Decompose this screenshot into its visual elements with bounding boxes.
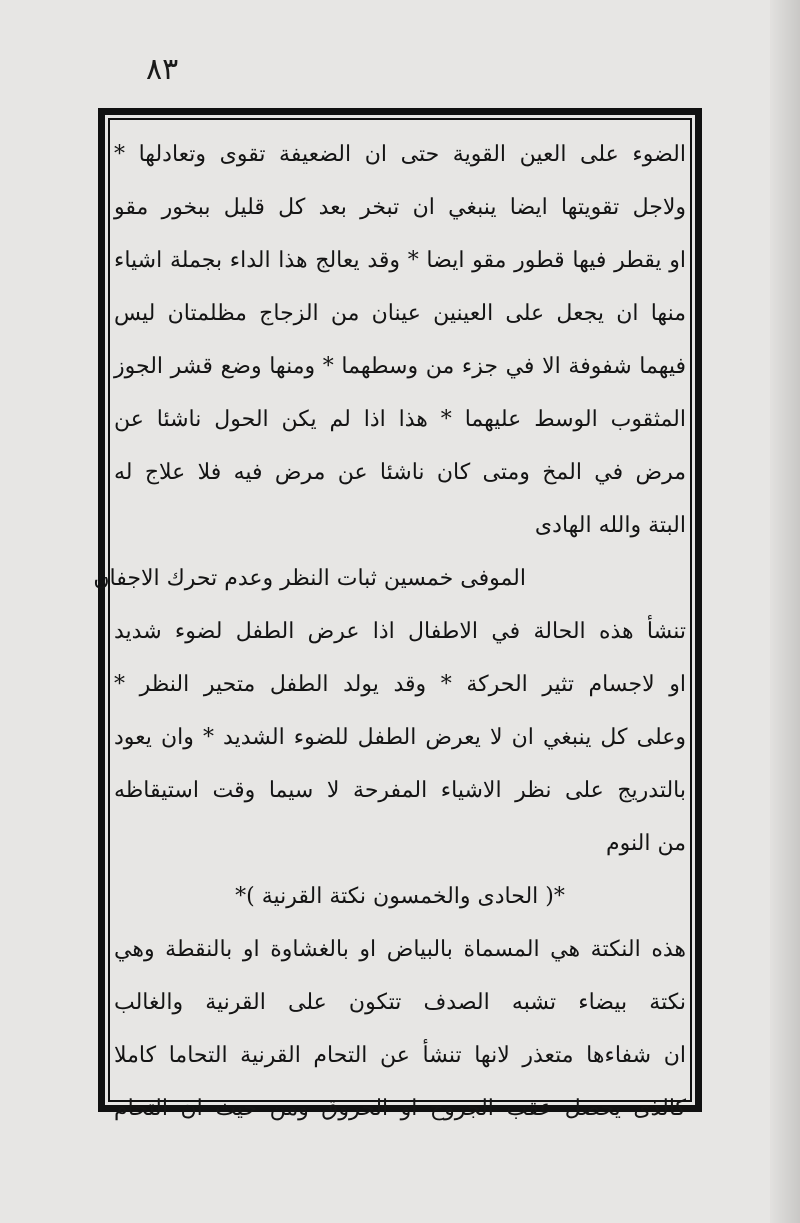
section-heading: الموفى خمسين ثبات النظر وعدم تحرك الاجفان <box>93 566 526 591</box>
text-line: منها ان يجعل على العينين عينان من الزجاج مظلمتان ليس <box>114 301 686 326</box>
text-line: او يقطر فيها قطور مقو ايضا * وقد يعالج هذا الداء بجملة اشياء <box>114 248 686 273</box>
text-line: من النوم <box>606 831 686 856</box>
page-edge-shadow <box>770 0 800 1223</box>
text-line: كالذى يحصل عقب الجروح او الحروق ومن حيث ان التحام <box>114 1096 686 1121</box>
page-text-block <box>93 128 686 1121</box>
text-line: نكتة بيضاء تشبه الصدف تتكون على القرنية والغالب <box>114 990 686 1015</box>
text-line: ولاجل تقويتها ايضا ينبغي ان تبخر بعد كل قليل ببخور مقو <box>114 195 686 220</box>
text-line: تنشأ هذه الحالة في الاطفال اذا عرض الطفل لضوء شديد <box>114 619 686 644</box>
text-line: الضوء على العين القوية حتى ان الضعيفة تقوى وتعادلها * <box>114 142 686 167</box>
text-line: مرض في المخ ومتى كان ناشئا عن مرض فيه فلا علاج له <box>114 460 686 485</box>
text-line: هذه النكتة هي المسماة بالبياض او بالغشاوة او بالنقطة وهي <box>114 937 686 962</box>
text-line: المثقوب الوسط عليهما * هذا اذا لم يكن الحول ناشئا عن <box>114 407 686 432</box>
page-number: ٨٣ <box>146 52 179 87</box>
text-line: بالتدريج على نظر الاشياء المفرحة لا سيما وقت استيقاظه <box>114 778 686 803</box>
text-line: او لاجسام تثير الحركة * وقد يولد الطفل متحير النظر * <box>114 672 686 697</box>
text-line: ان شفاءها متعذر لانها تنشأ عن التحام القرنية التحاما كاملا <box>114 1043 686 1068</box>
text-line: فيهما شفوفة الا في جزء من وسطهما * ومنها وضع قشر الجوز <box>114 354 686 379</box>
text-line: البتة والله الهادى <box>534 513 686 538</box>
text-line: وعلى كل ينبغي ان لا يعرض الطفل للضوء الشديد * وان يعود <box>114 725 686 750</box>
section-heading: *( الحادى والخمسون نكتة القرنية )* <box>235 884 565 909</box>
